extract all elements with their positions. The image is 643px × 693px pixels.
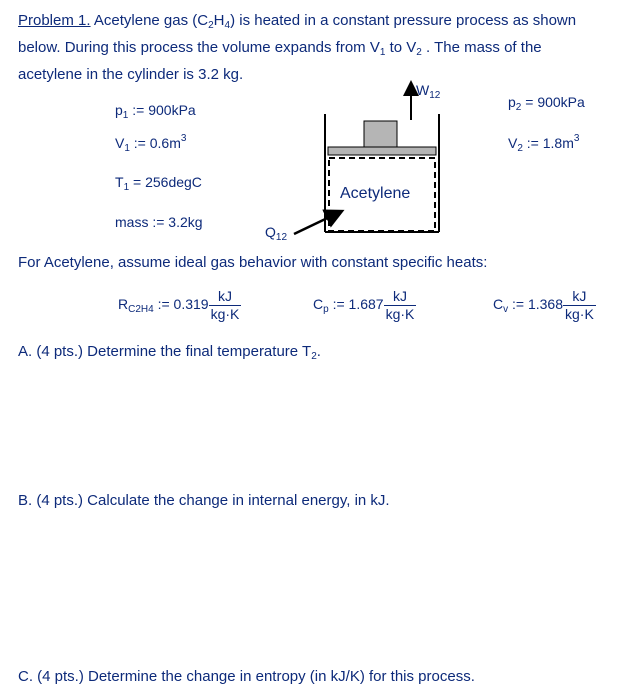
piston-rod — [364, 121, 397, 147]
problem-line-3: acetylene in the cylinder is 3.2 kg. — [18, 66, 244, 83]
problem-label: Problem 1. — [18, 12, 91, 29]
heat-cv: $C_v$ := 1.368 $\frac{kJ}{kg\cdot K}$ — [493, 288, 594, 322]
problem-line-2: below. During this process the volume expands from $V_1$ to $V_2$ . The mass of the — [18, 39, 542, 58]
question-c: C. (4 pts.) Determine the change in entropy (in kJ/K) for this process. — [18, 668, 475, 685]
work-label: $W_{12}$ — [416, 82, 441, 101]
question-a: A. (4 pts.) Determine the final temperature $T_2$. — [18, 343, 321, 362]
question-b: B. (4 pts.) Calculate the change in internal energy, in kJ. — [18, 492, 390, 509]
heat-cp: $C_p$ := 1.687 $\frac{kJ}{kg\cdot K}$ — [313, 288, 415, 322]
heats-statement: For Acetylene, assume ideal gas behavior with constant specific heats: — [18, 254, 488, 271]
gas-label: Acetylene — [340, 185, 411, 202]
piston-plate — [328, 147, 436, 155]
unit-fraction: $\frac{kJ}{kg\cdot K}$ — [210, 288, 240, 322]
given-t1: $T_1$ = 256degC — [115, 174, 202, 193]
unit-fraction: $\frac{kJ}{kg\cdot K}$ — [385, 288, 415, 322]
given-p2: $p_2 = 900kPa$ — [508, 94, 585, 113]
unit-fraction: $\frac{kJ}{kg\cdot K}$ — [565, 288, 594, 322]
problem-line-1: Problem 1. Acetylene gas $(C_2H_4)$ is heated in a constant pressure process as shown — [18, 12, 577, 31]
heat-r: $R_{C2H4}$ := 0.319 $\frac{kJ}{kg\cdot K}$ — [118, 288, 240, 322]
given-v2: $V_2$ := $1.8m^3$ — [508, 133, 580, 154]
given-v1: $V_1$ := $0.6m^3$ — [115, 133, 187, 154]
given-p1: $p_1$ := 900kPa — [115, 102, 196, 121]
given-mass: mass := 3.2kg — [115, 214, 203, 230]
heat-label: $Q_{12}$ — [265, 224, 288, 243]
